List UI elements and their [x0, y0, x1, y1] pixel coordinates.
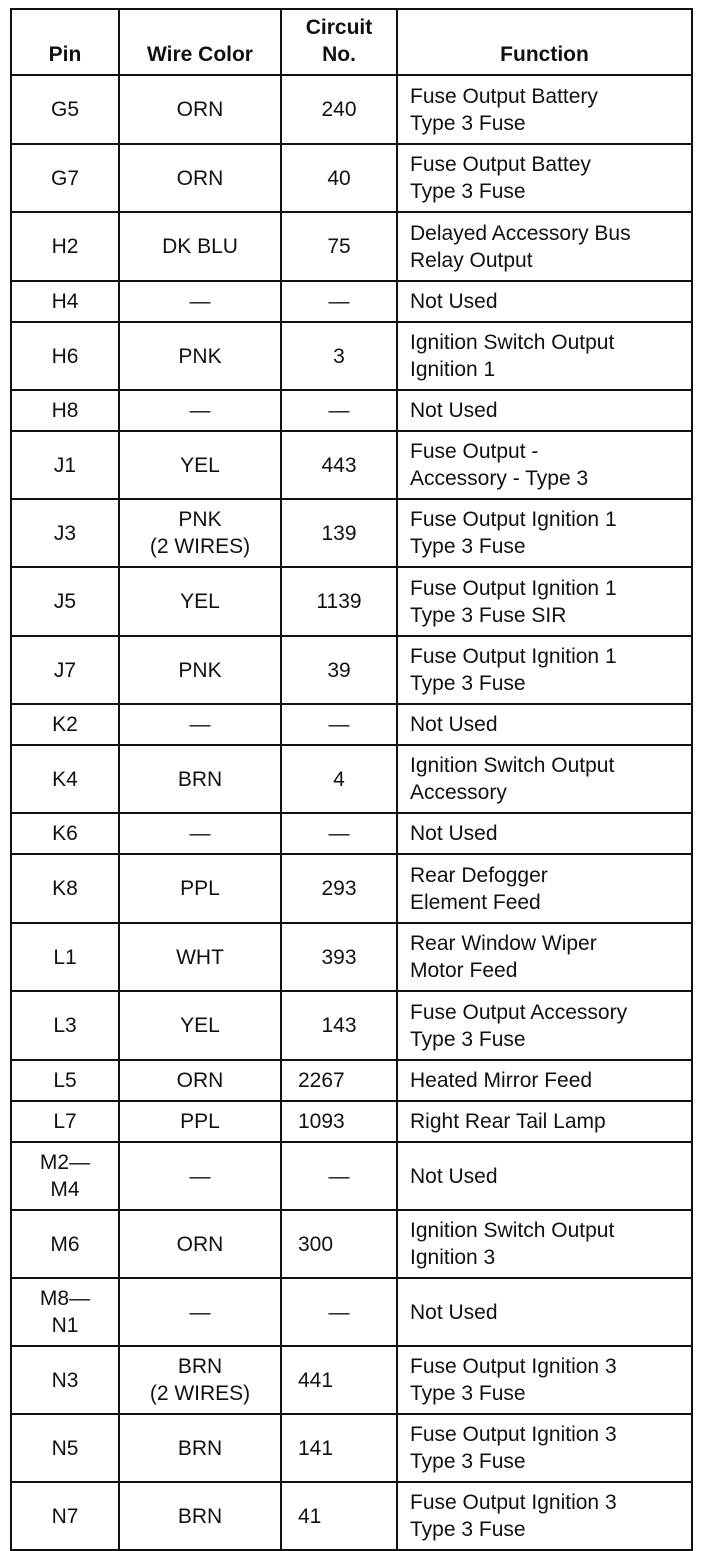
circuit-cell-line: 3: [333, 344, 345, 368]
function-cell-line: Fuse Output Battery: [410, 84, 598, 108]
wire-color-cell-line: —: [189, 1164, 211, 1188]
function-cell-line: Fuse Output Ignition 3: [410, 1423, 617, 1446]
circuit-cell: [281, 212, 397, 281]
pin-cell-line: N5: [51, 1436, 79, 1460]
function-cell: [397, 431, 692, 499]
pin-cell-line: N1: [51, 1314, 79, 1337]
circuit-cell: [281, 499, 397, 567]
function-cell-line: Type 3 Fuse: [410, 1450, 526, 1473]
pin-cell: [11, 1142, 119, 1210]
pin-cell: [11, 1060, 119, 1101]
header-pin: Pin: [11, 9, 119, 75]
circuit-cell-line: 141: [298, 1436, 334, 1460]
function-cell-line: Right Rear Tail Lamp: [410, 1110, 606, 1133]
wire-color-cell-line: PNK: [178, 508, 222, 531]
pin-cell-line: N7: [51, 1504, 79, 1528]
wire-color-cell-line: BRN: [177, 1436, 223, 1460]
function-cell: [397, 567, 692, 636]
circuit-cell-line: 143: [321, 1014, 357, 1037]
pin-cell: [11, 431, 119, 499]
wire-color-cell-line: BRN: [177, 1504, 223, 1528]
wire-color-cell: [119, 1414, 281, 1482]
pin-cell-line: K6: [52, 822, 78, 845]
function-cell-line: Ignition 3: [410, 1246, 496, 1269]
wire-color-cell: [119, 1060, 281, 1101]
pin-cell: [11, 745, 119, 813]
wire-color-cell: [119, 704, 281, 745]
header-wire-color: Wire Color: [119, 9, 281, 75]
function-cell-line: Relay Output: [410, 248, 533, 272]
function-cell: [397, 813, 692, 854]
pin-cell: [11, 322, 119, 390]
function-cell-line: Fuse Output Ignition 1: [410, 508, 617, 531]
function-cell: [397, 1142, 692, 1210]
function-cell: [397, 704, 692, 745]
table-row: [11, 499, 692, 567]
circuit-cell: [281, 1414, 397, 1482]
circuit-cell-line: —: [328, 1164, 350, 1188]
function-cell-line: Ignition Switch Output: [410, 1219, 615, 1242]
function-cell-line: Rear Defogger: [410, 863, 548, 887]
function-cell-line: Fuse Output Accessory: [410, 1000, 628, 1024]
circuit-cell-line: 1093: [298, 1110, 345, 1133]
function-cell-line: Type 3 Fuse: [410, 672, 526, 695]
circuit-cell-line: 443: [321, 453, 357, 477]
table-row: [11, 1482, 692, 1550]
wire-color-cell: [119, 567, 281, 636]
wire-color-cell-line: —: [189, 713, 211, 736]
pin-cell: [11, 499, 119, 567]
header-circuit-no: [281, 9, 397, 75]
table-row: [11, 991, 692, 1060]
table-row: [11, 431, 692, 499]
circuit-cell: [281, 813, 397, 854]
pin-cell-line: M4: [50, 1178, 80, 1201]
wire-color-cell-line: PNK: [178, 658, 222, 682]
pin-cell: [11, 813, 119, 854]
header-circuit-line2: No.: [322, 43, 356, 66]
wire-color-cell: [119, 813, 281, 854]
pin-cell-line: J7: [53, 658, 77, 682]
pin-function-table: [10, 8, 693, 1551]
circuit-cell-line: 393: [321, 945, 357, 969]
pin-cell: [11, 923, 119, 991]
circuit-cell: [281, 567, 397, 636]
circuit-cell-line: 39: [327, 658, 351, 682]
wire-color-cell-line: —: [189, 1300, 211, 1324]
pin-cell: [11, 1101, 119, 1142]
circuit-cell-line: 441: [298, 1368, 334, 1392]
pin-cell-line: J1: [53, 453, 77, 477]
function-cell: [397, 281, 692, 322]
function-cell-line: Ignition Switch Output: [410, 331, 615, 354]
function-cell-line: Fuse Output Battey: [410, 153, 591, 176]
function-cell-line: Not Used: [410, 822, 498, 845]
pin-cell: [11, 1482, 119, 1550]
circuit-cell-line: —: [328, 399, 350, 422]
pin-cell: [11, 1414, 119, 1482]
pin-cell-line: N3: [51, 1368, 79, 1392]
function-cell: [397, 1060, 692, 1101]
function-cell: [397, 322, 692, 390]
wire-color-cell-line: (2 WIRES): [149, 535, 251, 558]
pin-cell-line: G7: [50, 166, 79, 190]
wire-color-cell-line: BRN: [177, 1355, 223, 1378]
wire-color-cell: [119, 499, 281, 567]
function-cell-line: Fuse Output Ignition 1: [410, 576, 617, 600]
table-row: [11, 813, 692, 854]
function-cell: [397, 75, 692, 144]
function-cell: [397, 212, 692, 281]
wire-color-cell: [119, 281, 281, 322]
table-row: [11, 1101, 692, 1142]
function-cell-line: Type 3 Fuse: [410, 1518, 526, 1541]
wire-color-cell-line: YEL: [180, 590, 220, 613]
pin-cell-line: L1: [53, 945, 77, 969]
wire-color-cell-line: PPL: [180, 877, 220, 900]
wire-color-cell: [119, 854, 281, 923]
wire-color-cell-line: DK BLU: [162, 235, 238, 258]
circuit-cell-line: 1139: [316, 590, 362, 613]
wire-color-cell: [119, 431, 281, 499]
pin-cell: [11, 281, 119, 322]
circuit-cell-line: 2267: [298, 1069, 345, 1092]
circuit-cell-line: 139: [321, 521, 357, 545]
function-cell-line: Delayed Accessory Bus: [410, 221, 631, 245]
table-row: [11, 704, 692, 745]
circuit-cell: [281, 1210, 397, 1278]
table-row: [11, 75, 692, 144]
table-row: [11, 636, 692, 704]
wire-color-cell: [119, 745, 281, 813]
circuit-cell: [281, 1142, 397, 1210]
function-cell: [397, 1482, 692, 1550]
circuit-cell-line: —: [328, 1300, 350, 1324]
wire-color-cell-line: —: [189, 290, 211, 313]
table-row: [11, 1346, 692, 1414]
circuit-cell: [281, 854, 397, 923]
wire-color-cell: [119, 144, 281, 212]
table-row: [11, 1210, 692, 1278]
table-row: [11, 322, 692, 390]
pin-cell-line: M6: [50, 1232, 80, 1256]
circuit-cell: [281, 1060, 397, 1101]
function-cell: [397, 991, 692, 1060]
circuit-cell: [281, 636, 397, 704]
wire-color-cell-line: ORN: [176, 1069, 224, 1092]
wire-color-cell: [119, 1346, 281, 1414]
wire-color-cell: [119, 1210, 281, 1278]
pin-cell-line: L5: [53, 1069, 77, 1092]
wire-color-cell-line: YEL: [180, 1014, 220, 1037]
wire-color-cell-line: (2 WIRES): [149, 1382, 251, 1405]
function-cell: [397, 854, 692, 923]
pin-cell: [11, 854, 119, 923]
pin-cell: [11, 636, 119, 704]
circuit-cell-line: —: [328, 822, 350, 845]
wire-color-cell-line: YEL: [180, 453, 220, 477]
circuit-cell-line: 300: [298, 1232, 334, 1256]
function-cell: [397, 636, 692, 704]
function-cell-line: Rear Window Wiper: [410, 932, 597, 955]
function-cell-line: Not Used: [410, 290, 498, 313]
function-cell: [397, 1414, 692, 1482]
table-row: [11, 281, 692, 322]
table-row: [11, 923, 692, 991]
pin-cell-line: K8: [52, 877, 78, 900]
function-cell-line: Motor Feed: [410, 959, 518, 982]
circuit-cell: [281, 322, 397, 390]
table-row: [11, 1142, 692, 1210]
pin-cell-line: L7: [53, 1110, 77, 1133]
circuit-cell-line: 41: [298, 1504, 322, 1528]
wire-color-cell: [119, 1101, 281, 1142]
circuit-cell-line: 75: [327, 235, 351, 258]
wire-color-cell: [119, 322, 281, 390]
wire-color-cell: [119, 923, 281, 991]
function-cell: [397, 144, 692, 212]
circuit-cell-line: 4: [333, 767, 345, 791]
circuit-cell: [281, 991, 397, 1060]
wire-color-cell: [119, 991, 281, 1060]
circuit-cell-line: 240: [321, 98, 357, 121]
circuit-cell: [281, 1278, 397, 1346]
wire-color-cell-line: PNK: [178, 344, 222, 368]
table-row: [11, 1414, 692, 1482]
wire-color-cell-line: WHT: [176, 945, 224, 969]
header-function: Function: [397, 9, 692, 75]
wire-color-cell: [119, 636, 281, 704]
pin-cell-line: K4: [52, 767, 78, 791]
function-cell-line: Ignition 1: [410, 358, 496, 381]
function-cell: [397, 745, 692, 813]
wire-color-cell-line: PPL: [180, 1110, 220, 1133]
circuit-cell: [281, 745, 397, 813]
function-cell: [397, 1278, 692, 1346]
pin-cell-line: H2: [51, 235, 79, 258]
function-cell-line: Type 3 Fuse: [410, 535, 526, 558]
wire-color-cell: [119, 75, 281, 144]
function-cell-line: Fuse Output Ignition 1: [410, 645, 617, 668]
circuit-cell: [281, 1482, 397, 1550]
function-cell: [397, 1101, 692, 1142]
wire-color-cell-line: —: [189, 822, 211, 845]
wire-color-cell: [119, 1482, 281, 1550]
table-row: [11, 1060, 692, 1101]
circuit-cell-line: —: [328, 290, 350, 313]
circuit-cell: [281, 390, 397, 431]
table-row: [11, 567, 692, 636]
table-row: [11, 745, 692, 813]
pin-cell: [11, 567, 119, 636]
function-cell: [397, 923, 692, 991]
pin-cell-line: G5: [50, 98, 79, 121]
function-cell-line: Not Used: [410, 713, 498, 736]
function-cell: [397, 1210, 692, 1278]
function-cell-line: Accessory: [410, 781, 507, 804]
pin-cell: [11, 390, 119, 431]
pin-cell: [11, 1346, 119, 1414]
function-cell-line: Ignition Switch Output: [410, 754, 615, 777]
function-cell-line: Type 3 Fuse: [410, 1027, 526, 1051]
pin-cell: [11, 991, 119, 1060]
circuit-cell: [281, 144, 397, 212]
function-cell: [397, 390, 692, 431]
pin-cell: [11, 1278, 119, 1346]
table-row: [11, 212, 692, 281]
table-row: [11, 1278, 692, 1346]
function-cell-line: Type 3 Fuse: [410, 111, 526, 135]
function-cell-line: Not Used: [410, 1300, 498, 1324]
pin-cell-line: K2: [52, 713, 78, 736]
pin-cell-line: M2—: [39, 1151, 91, 1174]
table-row: [11, 390, 692, 431]
circuit-cell: [281, 431, 397, 499]
circuit-cell: [281, 1346, 397, 1414]
circuit-cell: [281, 1101, 397, 1142]
pin-cell-line: H8: [51, 399, 79, 422]
function-cell-line: Accessory - Type 3: [410, 467, 589, 490]
table-row: [11, 854, 692, 923]
wire-color-cell-line: ORN: [176, 1232, 224, 1256]
circuit-cell-line: 40: [327, 166, 351, 190]
function-cell-line: Type 3 Fuse SIR: [410, 603, 567, 627]
function-cell-line: Not Used: [410, 1164, 498, 1188]
pin-cell: [11, 144, 119, 212]
wire-color-cell-line: BRN: [177, 767, 223, 791]
wire-color-cell: [119, 1278, 281, 1346]
pin-cell-line: M8—: [39, 1287, 91, 1310]
function-cell-line: Heated Mirror Feed: [410, 1069, 593, 1092]
wire-color-cell-line: ORN: [176, 166, 224, 190]
function-cell: [397, 1346, 692, 1414]
circuit-cell-line: 293: [321, 877, 357, 900]
function-cell-line: Fuse Output -: [410, 440, 539, 463]
function-cell-line: Type 3 Fuse: [410, 180, 526, 203]
circuit-cell: [281, 923, 397, 991]
pin-cell-line: L3: [53, 1014, 77, 1037]
pin-cell: [11, 212, 119, 281]
pin-cell: [11, 75, 119, 144]
circuit-cell: [281, 75, 397, 144]
circuit-cell-line: —: [328, 713, 350, 736]
function-cell-line: Fuse Output Ignition 3: [410, 1355, 617, 1378]
wire-color-cell: [119, 390, 281, 431]
pin-cell-line: J5: [53, 590, 77, 613]
pin-cell-line: H6: [51, 344, 79, 368]
wire-color-cell-line: ORN: [176, 98, 224, 121]
function-cell-line: Fuse Output Ignition 3: [410, 1491, 617, 1514]
table-row: [11, 144, 692, 212]
header-circuit-line1: Circuit: [305, 16, 373, 39]
header-row: [11, 9, 692, 75]
pin-cell: [11, 1210, 119, 1278]
function-cell-line: Not Used: [410, 399, 498, 422]
function-cell: [397, 499, 692, 567]
pin-cell-line: J3: [53, 521, 77, 545]
wire-color-cell: [119, 212, 281, 281]
function-cell-line: Type 3 Fuse: [410, 1382, 526, 1405]
function-cell-line: Element Feed: [410, 890, 541, 914]
pin-cell: [11, 704, 119, 745]
circuit-cell: [281, 281, 397, 322]
wire-color-cell-line: —: [189, 399, 211, 422]
pin-cell-line: H4: [51, 290, 79, 313]
circuit-cell: [281, 704, 397, 745]
wire-color-cell: [119, 1142, 281, 1210]
